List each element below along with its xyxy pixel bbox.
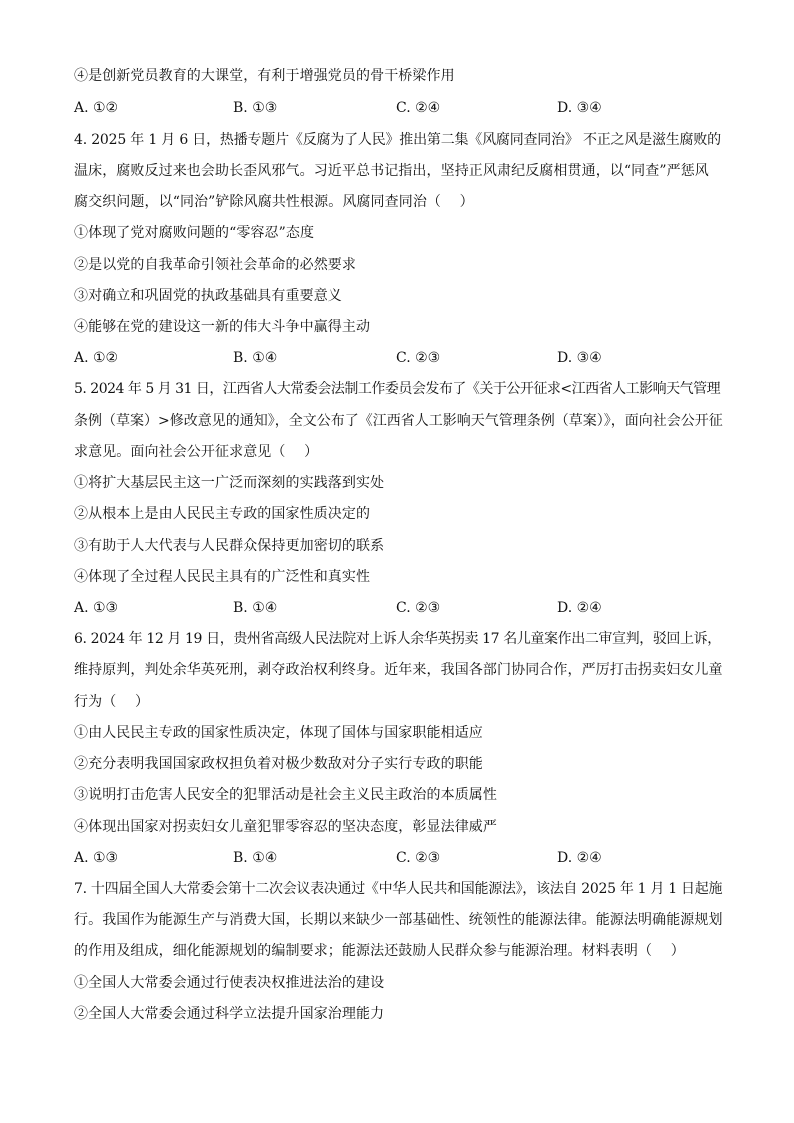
q4-item-3: ③对确立和巩固党的执政基础具有重要意义 xyxy=(74,288,342,304)
q6-stem-line-2: 维持原判，判处余华英死刑，剥夺政治权利终身。近年来，我国各部门协同合作，严厉打击拐卖妇女儿童 xyxy=(74,662,723,678)
q7-stem-line-1: 7. 十四届全国人大常委会第十二次会议表决通过《中华人民共和国能源法》，该法自 2025 年 1 月 1 日起施 xyxy=(74,881,723,897)
q4-item-2: ②是以党的自我革命引领社会革命的必然要求 xyxy=(74,257,356,273)
q4-item-1: ①体现了党对腐败问题的“零容忍”态度 xyxy=(74,225,315,241)
q4-stem-line-3: 腐交织问题，以“同治”铲除风腐共性根源。风腐同查同治（ ） xyxy=(74,194,474,210)
q5-item-3: ③有助于人大代表与人民群众保持更加密切的联系 xyxy=(74,538,385,554)
q3-option-c: C. ②④ xyxy=(396,100,441,116)
q5-item-4: ④体现了全过程人民民主具有的广泛性和真实性 xyxy=(74,569,371,585)
q6-item-3: ③说明打击危害人民安全的犯罪活动是社会主义民主政治的本质属性 xyxy=(74,787,497,803)
q7-item-1: ①全国人大常委会通过行使表决权推进法治的建设 xyxy=(74,975,385,991)
q3-option-a: A. ①② xyxy=(74,100,119,116)
q6-item-1: ①由人民民主专政的国家性质决定，体现了国体与国家职能相适应 xyxy=(74,725,483,741)
q5-option-a: A. ①③ xyxy=(74,600,119,616)
q6-option-b: B. ①④ xyxy=(233,850,278,866)
q5-stem-line-2: 条例（草案）>修改意见的通知》，全文公布了《江西省人工影响天气管理条例（草案）》，面向社会公开征 xyxy=(74,413,723,429)
q3-option-d: D. ③④ xyxy=(557,100,602,116)
q7-item-2: ②全国人大常委会通过科学立法提升国家治理能力 xyxy=(74,1006,385,1022)
q6-stem-line-3: 行为（ ） xyxy=(74,694,150,710)
q5-option-b: B. ①④ xyxy=(233,600,278,616)
q6-option-a: A. ①③ xyxy=(74,850,119,866)
q3-item-4: ④是创新党员教育的大课堂，有利于增强党员的骨干桥梁作用 xyxy=(74,68,455,84)
q4-stem-line-2: 温床，腐败反过来也会助长歪风邪气。习近平总书记指出，坚持正风肃纪反腐相贯通，以“同查”严惩风 xyxy=(74,163,709,179)
q4-stem-line-1: 4. 2025 年 1 月 6 日，热播专题片《反腐为了人民》推出第二集《风腐同查同治》 不正之风是滋生腐败的 xyxy=(74,132,721,148)
q7-stem-line-3: 的作用及组成，细化能源规划的编制要求；能源法还鼓励人民群众参与能源治理。材料表明（ ） xyxy=(74,943,685,959)
q6-item-2: ②充分表明我国国家政权担负着对极少数敌对分子实行专政的职能 xyxy=(74,756,483,772)
q5-option-c: C. ②③ xyxy=(396,600,441,616)
q5-item-2: ②从根本上是由人民民主专政的国家性质决定的 xyxy=(74,506,371,522)
q3-option-b: B. ①③ xyxy=(233,100,278,116)
q5-stem-line-1: 5. 2024 年 5 月 31 日，江西省人大常委会法制工作委员会发布了《关于公开征求<江西省人工影响天气管理 xyxy=(74,381,721,397)
q4-option-c: C. ②③ xyxy=(396,350,441,366)
q5-stem-line-3: 求意见。面向社会公开征求意见（ ） xyxy=(74,444,319,460)
q7-stem-line-2: 行。我国作为能源生产与消费大国，长期以来缺少一部基础性、统领性的能源法律。能源法明确能源规划 xyxy=(74,912,723,928)
q6-item-4: ④体现出国家对拐卖妇女儿童犯罪零容忍的坚决态度，彰显法律威严 xyxy=(74,819,497,835)
q5-option-d: D. ②④ xyxy=(557,600,602,616)
q4-item-4: ④能够在党的建设这一新的伟大斗争中赢得主动 xyxy=(74,319,371,335)
q6-option-c: C. ②③ xyxy=(396,850,441,866)
q4-option-b: B. ①④ xyxy=(233,350,278,366)
q5-item-1: ①将扩大基层民主这一广泛而深刻的实践落到实处 xyxy=(74,475,385,491)
q4-option-a: A. ①② xyxy=(74,350,119,366)
q4-option-d: D. ③④ xyxy=(557,350,602,366)
q6-option-d: D. ②④ xyxy=(557,850,602,866)
q6-stem-line-1: 6. 2024 年 12 月 19 日，贵州省高级人民法院对上诉人余华英拐卖 17 名儿童案作出二审宣判，驳回上诉， xyxy=(74,631,721,647)
